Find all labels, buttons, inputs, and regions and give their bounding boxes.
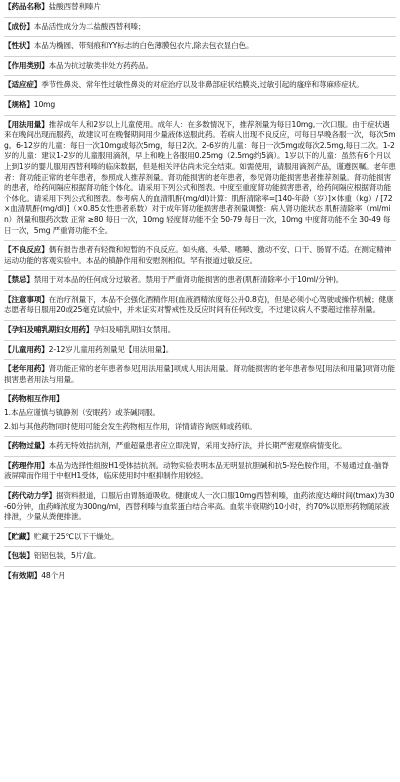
section-label: 【性状】: [4, 41, 34, 51]
section-text: 本品为椭圆、带刻痕和YY标志的白色薄膜包衣片,除去包衣显白色。: [33, 41, 254, 51]
section-validity: [4, 571, 396, 586]
section-text: 孕妇及哺乳期妇女禁用。: [93, 325, 176, 335]
section-adverse: [4, 245, 396, 271]
section-label: 【贮藏】: [4, 531, 34, 541]
section-label: 【药物过量】: [4, 441, 49, 451]
section-indication: [4, 80, 396, 96]
section-label: 【成份】: [4, 21, 34, 31]
section-label: 【孕妇及哺乳期妇女用药】: [4, 325, 94, 335]
section-text: 10mg: [33, 99, 56, 109]
section-text: 肾功能正常的老年患者参见[用法用量]项成人用法用量。肾功能损害的老年患者参见[用法和用量]项肾功能损害患者用法与用量。: [4, 364, 395, 384]
section-text: 偶有报告患者有轻微和短暂的不良反应。如头痛、头晕、嗜睡、激动不安、口干、肠胃不适。在测定精神运动功能的客观实验中。本品的镇静作用和安慰剂相似。罕有报道过敏反应。: [4, 245, 392, 265]
section-label: 【药代动力学】: [4, 491, 57, 500]
section-pregnancy: [4, 325, 396, 341]
section-label: 【包装】: [4, 551, 34, 561]
section-caution: [4, 295, 396, 321]
section-elderly: [4, 364, 396, 390]
section-label: 【用法用量】: [4, 119, 49, 129]
section-text: 本品为选择性组胺H1受体拮抗剂。动物实验表明本品无明显抗胆碱和抗5-羟色胺作用，不易通过血-脑脊液屏障而作用于中枢H1受体，临床使用时中枢抑制作用较轻。: [4, 460, 389, 481]
section-label: 【作用类别】: [4, 60, 49, 70]
section-interaction: [4, 394, 396, 437]
section-paragraph: 2.如与其他药物同时使用可能会发生药物相互作用，详情请咨询医师或药师。: [4, 421, 257, 431]
section-text: 贮藏于25℃以下干燥处。: [33, 531, 119, 541]
section-label: 【规格】: [4, 99, 34, 109]
section-label: 【不良反应】: [4, 245, 49, 255]
section-paragraph: 1.本品应谨慎与镇静剂（安眠药）或茶碱同服。: [4, 408, 160, 418]
section-children: [4, 345, 396, 361]
section-label: 【药品名称】: [4, 2, 49, 11]
section-text: 推荐成年人和2岁以上儿童使用。成年人：在多数情况下，推荐剂量为每日10mg,一次口服。由于症状遇来在晚间出现而服药，故建议可在晚餐期间用少量液体送服此药。若病人出现不良反应，可每日早晚各服一次，每次5mg。6-12岁的儿童：每日一次10mg或每次5mg，每日2次。2-6岁的儿童：每日一次5mg或每次2.5mg,每日二次。1-2岁的儿童：建议1-2岁的儿童服用滴剂，早上和晚上各服用0.25mg（2.5mg约5滴）。1岁以下的儿童：虽然有6个月以上到1岁的婴儿服用西替利嗪的临床数据，但是相关评估尚未完全结束。如需使用，请服用滴剂产品，谨遵医嘱。老年患者：肾功能正常的老年患者，参照成人推荐剂量。肾功能损害的老年患者，参见肾功能损害患者推荐剂量。肾功能损害的患者，给药间隔应根据肾功能个体化。请采用下列公式和图表。中度至重度肾功能损害患者，给药间隔应根据肾功能个体化。请采用下列公式和图表。参考病人的血清肌酐(mg/dl)计算：肌酐清除率=[140-年龄（岁）]×体重（kg）/ [72×血清肌酐(mg/dl)]（×0.85女性患者系数）对于成年肾功能损害患者剂量调整：病人肾功能状态 肌酐清除率（ml/min）剂量和服药次数 正常 ≥80 每日一次，10mg 轻度肾功能不全 50-79 每日一次，10mg 中度肾功能不全 30-49 每日一次，5mg 严重肾功能不全。: [4, 119, 396, 235]
section-text: 本品为抗过敏类非处方药药品。: [48, 60, 153, 70]
section-pharmacology: [4, 461, 396, 487]
section-label: 【有效期】: [4, 570, 42, 580]
section-name: [4, 2, 396, 18]
section-package: [4, 551, 396, 567]
section-text: 季节性鼻炎、常年性过敏性鼻炎的对症治疗以及非鼻部症状结膜炎,过敏引起的瘙痒和荨麻疹症状。: [41, 80, 364, 90]
section-label: 【药物相互作用】: [4, 394, 64, 404]
section-text: 铝铝包装，5片/盒。: [33, 551, 101, 561]
section-spec: [4, 100, 396, 116]
section-text: 禁用于对本品的任何成分过敏者。禁用于严重肾功能损害的患者(肌酐清除率小于10ml/分钟)。: [33, 275, 344, 285]
section-text: 2-12岁儿童用药剂量见【用法用量】。: [48, 344, 174, 354]
section-label: 【禁忌】: [4, 275, 34, 285]
section-text: 据资料报道，口服后由胃肠道吸收。健康成人一次口服10mg西替利嗪，血药浓度达峰时间(tmax)为30-60分钟，血药峰浓度为300ng/ml，西替利嗪与血浆蛋白结合率高。血浆半衰期约10小时，约70%以原形药物随尿液排泄，少量从粪便排泄。: [4, 491, 395, 522]
section-text: 本品活性成分为二盐酸西替利嗪；: [33, 21, 146, 31]
section-text: 48个月: [41, 570, 66, 580]
section-label: 【注意事项】: [4, 294, 49, 304]
section-character: [4, 41, 396, 57]
section-category: [4, 61, 396, 77]
section-text: 本药无特效拮抗剂，严重超量患者应立即洗胃，采用支持疗法，并长期严密观察病情变化。: [48, 441, 347, 451]
section-overdose: [4, 441, 396, 457]
section-contra: [4, 275, 396, 291]
section-ingredient: [4, 22, 396, 38]
section-text: 盐酸西替利嗪片: [48, 2, 101, 11]
section-label: 【老年用药】: [4, 364, 49, 374]
section-label: 【适应症】: [4, 80, 42, 90]
section-label: 【药理作用】: [4, 460, 49, 470]
section-label: 【儿童用药】: [4, 344, 49, 354]
section-pk: [4, 491, 396, 528]
section-usage: [4, 120, 396, 242]
section-text: 在治疗剂量下，本品不会强化酒精作用(血液酒精浓度每公升0.8克)，但是必须小心驾驶或操作机械；健康志愿者每日服用20或25毫克试验中，并未证实对警戒性及反应时间有任何改变，不过建议病人不要超过推荐剂量。: [4, 294, 394, 315]
section-storage: [4, 532, 396, 548]
